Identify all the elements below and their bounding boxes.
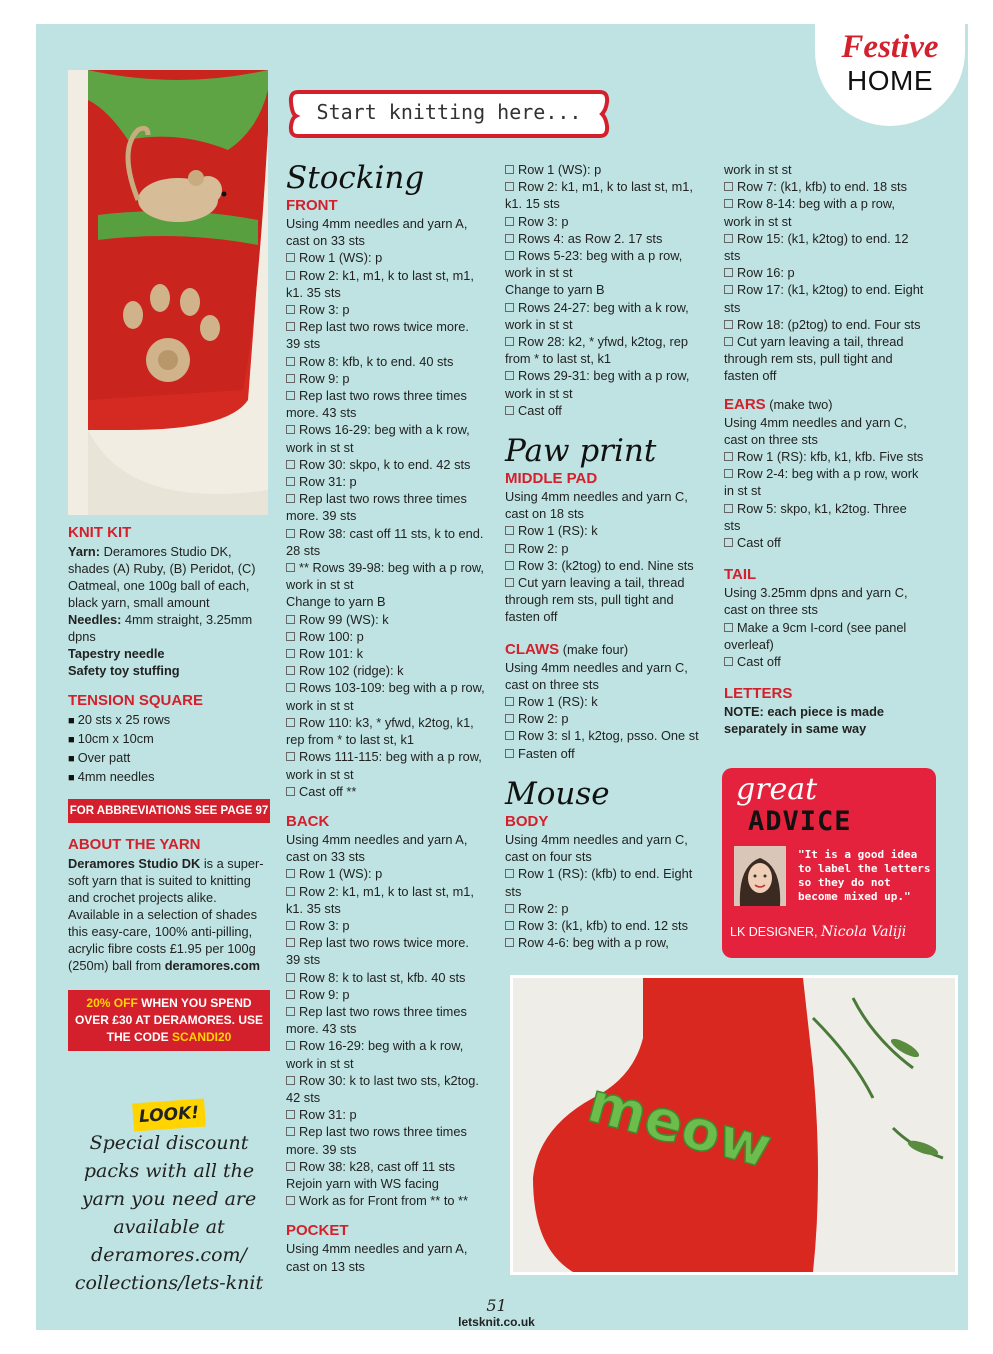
checkbox-icon[interactable]	[505, 303, 514, 312]
instruction-line: Row 3: sl 1, k2tog, psso. One st	[505, 727, 707, 744]
checkbox-icon[interactable]	[505, 526, 514, 535]
checkbox-icon[interactable]	[286, 938, 295, 947]
svg-text:meow: meow	[581, 1070, 779, 1182]
checkbox-icon[interactable]	[286, 649, 295, 658]
instruction-line: Row 8: kfb, k to end. 40 sts	[286, 353, 486, 370]
checkbox-icon[interactable]	[286, 529, 295, 538]
checkbox-icon[interactable]	[286, 1076, 295, 1085]
checkbox-icon[interactable]	[505, 406, 514, 415]
tension-title: TENSION SQUARE	[68, 692, 204, 709]
instruction-line: Row 38: k28, cast off 11 sts	[286, 1158, 486, 1175]
instruction-line: Row 1 (RS): k	[505, 693, 707, 710]
instruction-line: Rows 111-115: beg with a p row, work in st st	[286, 749, 482, 782]
knit-kit-needles: Needles: 4mm straight, 3.25mm dpns	[68, 612, 253, 644]
instruction-line: Row 30: k to last two sts, k2tog. 42 sts	[286, 1072, 479, 1105]
checkbox-icon[interactable]	[286, 752, 295, 761]
checkbox-icon[interactable]	[505, 251, 514, 260]
mouse-title: Mouse	[505, 775, 610, 812]
instruction-line: Row 16: p	[724, 264, 924, 281]
knit-kit-extra2: Safety toy stuffing	[68, 663, 180, 678]
checkbox-icon[interactable]	[286, 666, 295, 675]
checkbox-icon[interactable]	[724, 234, 733, 243]
checkbox-icon[interactable]	[286, 787, 295, 796]
instruction-line: Rep last two rows twice more. 39 sts	[286, 935, 469, 968]
checkbox-icon[interactable]	[286, 391, 295, 400]
instruction-line: Rep last two rows three times more. 39 sts	[286, 1124, 467, 1157]
instruction-line: Row 3: (k1, kfb) to end. 12 sts	[505, 917, 707, 934]
checkbox-icon[interactable]	[286, 887, 295, 896]
instruction-line: Using 3.25mm dpns and yarn C, cast on three sts	[724, 585, 908, 618]
column-stocking	[286, 160, 486, 1275]
instruction-line: Row 1 (WS): p	[505, 161, 707, 178]
checkbox-icon[interactable]	[286, 921, 295, 930]
banner-text: Start knitting here...	[316, 100, 582, 124]
meow-stocking-photo	[510, 975, 958, 1275]
instruction-line: Row 2: k1, m1, k to last st, m1, k1. 15 sts	[505, 179, 693, 212]
look-callout	[68, 1100, 270, 1297]
instruction-line: Cast off	[724, 653, 924, 670]
checkbox-icon[interactable]	[286, 271, 295, 280]
paw-print-title: Paw print	[505, 433, 657, 470]
instruction-line: Row 110: k3, * yfwd, k2tog, k1, rep from * to last st, k1	[286, 714, 474, 748]
checkbox-icon[interactable]	[505, 731, 514, 740]
tension-item: ■ 20 sts x 25 rows	[68, 711, 270, 730]
instruction-line: Rep last two rows three times more. 43 sts	[286, 1003, 467, 1037]
instruction-line: Change to yarn B	[286, 594, 386, 610]
checkbox-icon[interactable]	[724, 182, 733, 191]
checkbox-icon[interactable]	[286, 563, 295, 572]
instruction-line: Row 100: p	[286, 628, 486, 645]
checkbox-icon[interactable]	[505, 561, 514, 570]
look-text: Special discount packs with all the yarn you need are available at deramores.com/ collections/lets-knit	[74, 1132, 264, 1294]
checkbox-icon[interactable]	[286, 990, 295, 999]
instruction-line: Using 4mm needles and yarn C, cast on three sts	[724, 414, 907, 447]
badge-line1: Festive	[841, 29, 939, 65]
instruction-line: Row 3: p	[286, 917, 486, 934]
checkbox-icon[interactable]	[286, 322, 295, 331]
column-right	[724, 161, 924, 738]
checkbox-icon[interactable]	[505, 371, 514, 380]
instruction-line: Row 8-14: beg with a p row, work in st st	[724, 196, 895, 229]
instruction-line: Make a 9cm I-cord (see panel overleaf)	[724, 619, 907, 652]
instruction-line: Using 4mm needles and yarn C, cast on three sts	[505, 659, 688, 692]
pocket-title: POCKET	[286, 1222, 349, 1240]
checkbox-icon[interactable]	[505, 337, 514, 346]
body-title: BODY	[505, 812, 549, 830]
checkbox-icon[interactable]	[286, 1041, 295, 1050]
checkbox-icon[interactable]	[724, 469, 733, 478]
instruction-line: Row 2: p	[505, 900, 707, 917]
instruction-line: Rows 103-109: beg with a p row, work in st st	[286, 680, 485, 713]
advice-quote: "It is a good idea to label the letters so they do not become mixed up."	[798, 848, 931, 903]
instruction-line: Row 17: (k1, k2tog) to end. Eight sts	[724, 282, 924, 315]
checkbox-icon[interactable]	[286, 253, 295, 262]
about-yarn-title: ABOUT THE YARN	[68, 836, 201, 853]
instruction-line: Row 31: p	[286, 473, 486, 490]
checkbox-icon[interactable]	[286, 477, 295, 486]
stocking-mouse-photo	[68, 70, 268, 515]
instruction-line: Rows 16-29: beg with a k row, work in st st	[286, 422, 470, 455]
checkbox-icon[interactable]	[286, 425, 295, 434]
instruction-line: work in st st	[724, 162, 792, 177]
advice-title: ADVICE	[748, 806, 852, 837]
instruction-line: Row 38: cast off 11 sts, k to end. 28 sts	[286, 525, 484, 558]
middle-pad-title: MIDDLE PAD	[505, 470, 598, 488]
checkbox-icon[interactable]	[505, 904, 514, 913]
instruction-line: Row 2-4: beg with a p row, work in st st	[724, 466, 919, 499]
checkbox-icon[interactable]	[286, 615, 295, 624]
instruction-line: Cast off **	[286, 783, 486, 800]
instruction-line: Cast off	[724, 534, 924, 551]
instruction-line: Row 1 (RS): k	[505, 522, 707, 539]
checkbox-icon[interactable]	[286, 632, 295, 641]
stocking-title: Stocking	[286, 160, 425, 196]
site-url: letsknit.co.uk	[458, 1315, 535, 1329]
instruction-line: Row 5: skpo, k1, k2tog. Three sts	[724, 500, 907, 533]
back-title: BACK	[286, 812, 330, 830]
instruction-line: Row 9: p	[286, 986, 486, 1003]
checkbox-icon[interactable]	[286, 494, 295, 503]
checkbox-icon[interactable]	[286, 1162, 295, 1171]
page-footer	[0, 1296, 993, 1329]
instruction-line: Row 1 (WS): p	[286, 249, 486, 266]
instruction-line: Row 1 (WS): p	[286, 865, 486, 882]
instruction-line: Cut yarn leaving a tail, thread through rem sts, pull tight and fasten off	[724, 334, 904, 384]
instruction-line: Row 4-6: beg with a p row,	[505, 934, 707, 951]
checkbox-icon[interactable]	[505, 869, 514, 878]
checkbox-icon[interactable]	[724, 268, 733, 277]
checkbox-icon[interactable]	[286, 374, 295, 383]
instruction-line: Row 7: (k1, kfb) to end. 18 sts	[724, 178, 924, 195]
instruction-line: Row 18: (p2tog) to end. Four sts	[724, 316, 924, 333]
checkbox-icon[interactable]	[724, 657, 733, 666]
tension-item: ■ 10cm x 10cm	[68, 730, 270, 749]
knit-kit-yarn: Yarn: Deramores Studio DK, shades (A) Ruby, (B) Peridot, (C) Oatmeal, one 100g ball of each, black yarn, small amount	[68, 544, 256, 610]
knit-kit-extra1: Tapestry needle	[68, 646, 165, 661]
checkbox-icon[interactable]	[724, 504, 733, 513]
checkbox-icon[interactable]	[505, 578, 514, 587]
checkbox-icon[interactable]	[505, 697, 514, 706]
instruction-line: Using 4mm needles and yarn C, cast on 18 sts	[505, 489, 688, 522]
checkbox-icon[interactable]	[505, 921, 514, 930]
checkbox-icon[interactable]	[724, 320, 733, 329]
instruction-line: Row 3: p	[505, 213, 707, 230]
about-yarn-text: Deramores Studio DK is a super-soft yarn that is suited to knitting and crochet projects alike. Available in a selection of shades this easy-care, 100% anti-pilling, acrylic fibre costs £1.95 per 100g (250m) ball from deramores.com	[68, 856, 264, 973]
tail-title: TAIL	[724, 566, 757, 584]
instruction-line: Row 8: k to last st, kfb. 40 sts	[286, 969, 486, 986]
checkbox-icon[interactable]	[286, 1127, 295, 1136]
tension-item: ■ Over patt	[68, 749, 270, 768]
instruction-line: Row 30: skpo, k to end. 42 sts	[286, 456, 486, 473]
checkbox-icon[interactable]	[724, 538, 733, 547]
page-number: 51	[486, 1296, 507, 1315]
instruction-line: Rows 5-23: beg with a p row, work in st st	[505, 248, 683, 281]
checkbox-icon[interactable]	[505, 182, 514, 191]
instruction-line: Rep last two rows twice more. 39 sts	[286, 319, 469, 352]
instruction-line: Change to yarn B	[505, 282, 605, 298]
advice-signature: LK DESIGNER, Nicola Valiji	[730, 924, 907, 940]
abbreviations-box: FOR ABBREVIATIONS SEE PAGE 97	[68, 799, 270, 823]
checkbox-icon[interactable]	[286, 683, 295, 692]
instruction-line: Rep last two rows three times more. 39 sts	[286, 491, 467, 524]
checkbox-icon[interactable]	[724, 452, 733, 461]
left-sidebar	[68, 523, 270, 1051]
instruction-line: Row 28: k2, * yfwd, k2tog, rep from * to last st, k1	[505, 334, 688, 367]
checkbox-icon[interactable]	[505, 217, 514, 226]
checkbox-icon[interactable]	[724, 337, 733, 346]
instruction-line: Using 4mm needles and yarn A, cast on 33 sts	[286, 831, 468, 865]
instruction-line: Row 1 (RS): kfb, k1, kfb. Five sts	[724, 448, 924, 465]
letters-note: NOTE: each piece is made separately in same way	[724, 704, 885, 737]
letters-title: LETTERS	[724, 685, 793, 703]
instruction-line: Row 99 (WS): k	[286, 611, 486, 628]
instruction-line: Rows 24-27: beg with a k row, work in st st	[505, 299, 689, 332]
claws-title: CLAWS (make four)	[505, 640, 629, 658]
checkbox-icon[interactable]	[505, 234, 514, 243]
instruction-line: Row 2: k1, m1, k to last st, m1, k1. 35 sts	[286, 883, 474, 916]
checkbox-icon[interactable]	[505, 749, 514, 758]
checkbox-icon[interactable]	[286, 1007, 295, 1016]
instruction-line: Using 4mm needles and yarn C, cast on four sts	[505, 831, 688, 865]
instruction-line: Row 3: p	[286, 301, 486, 318]
instruction-line: Rejoin yarn with WS facing	[286, 1175, 439, 1191]
checkbox-icon[interactable]	[505, 165, 514, 174]
instruction-line: Row 102 (ridge): k	[286, 662, 486, 679]
instruction-line: Row 16-29: beg with a k row, work in st st	[286, 1038, 464, 1071]
front-title: FRONT	[286, 197, 338, 214]
instruction-line: Row 31: p	[286, 1106, 486, 1123]
designer-avatar	[734, 846, 786, 906]
checkbox-icon[interactable]	[286, 305, 295, 314]
checkbox-icon[interactable]	[286, 973, 295, 982]
instruction-line: Row 2: p	[505, 710, 707, 727]
checkbox-icon[interactable]	[286, 869, 295, 878]
checkbox-icon[interactable]	[286, 718, 295, 727]
start-knitting-banner	[288, 86, 610, 142]
instruction-line: Rows 29-31: beg with a p row, work in st st	[505, 368, 690, 401]
tension-item: ■ 4mm needles	[68, 768, 270, 787]
instruction-line: Row 2: p	[505, 540, 707, 557]
instruction-line: Row 9: p	[286, 370, 486, 387]
knit-kit-title: KNIT KIT	[68, 524, 132, 541]
instruction-line: Row 101: k	[286, 645, 486, 662]
instruction-line: ** Rows 39-98: beg with a p row, work in st st	[286, 560, 484, 593]
instruction-line: Rep last two rows three times more. 43 sts	[286, 388, 467, 421]
checkbox-icon[interactable]	[724, 199, 733, 208]
instruction-line: Row 15: (k1, k2tog) to end. 12 sts	[724, 230, 909, 264]
promo-box: 20% OFF WHEN YOU SPEND OVER £30 AT DERAMORES. USE THE CODE SCANDI20	[68, 990, 270, 1051]
instruction-line: Cast off	[505, 402, 707, 419]
advice-great: great	[736, 772, 818, 807]
instruction-line: Work as for Front from ** to **	[286, 1192, 486, 1209]
instruction-line: Using 4mm needles and yarn A, cast on 13 sts	[286, 1241, 468, 1274]
instruction-line: Cut yarn leaving a tail, thread through rem sts, pull tight and fasten off	[505, 575, 685, 625]
instruction-line: Rows 4: as Row 2. 17 sts	[505, 230, 707, 247]
look-tag: LOOK!	[132, 1099, 206, 1132]
ears-title: EARS (make two)	[724, 395, 833, 413]
checkbox-icon[interactable]	[286, 460, 295, 469]
checkbox-icon[interactable]	[505, 544, 514, 553]
instruction-line: Row 3: (k2tog) to end. Nine sts	[505, 557, 707, 574]
checkbox-icon[interactable]	[724, 623, 733, 632]
checkbox-icon[interactable]	[286, 357, 295, 366]
instruction-line: Using 4mm needles and yarn A, cast on 33 sts	[286, 216, 468, 249]
checkbox-icon[interactable]	[724, 285, 733, 294]
instruction-line: Row 1 (RS): (kfb) to end. Eight sts	[505, 866, 693, 899]
great-advice-box	[722, 768, 936, 958]
checkbox-icon[interactable]	[286, 1110, 295, 1119]
column-middle	[505, 161, 707, 951]
badge-line2: HOME	[847, 65, 933, 96]
checkbox-icon[interactable]	[286, 1196, 295, 1205]
checkbox-icon[interactable]	[505, 938, 514, 947]
instruction-line: Fasten off	[505, 745, 707, 762]
instruction-line: Row 2: k1, m1, k to last st, m1, k1. 35 sts	[286, 267, 474, 300]
checkbox-icon[interactable]	[505, 714, 514, 723]
